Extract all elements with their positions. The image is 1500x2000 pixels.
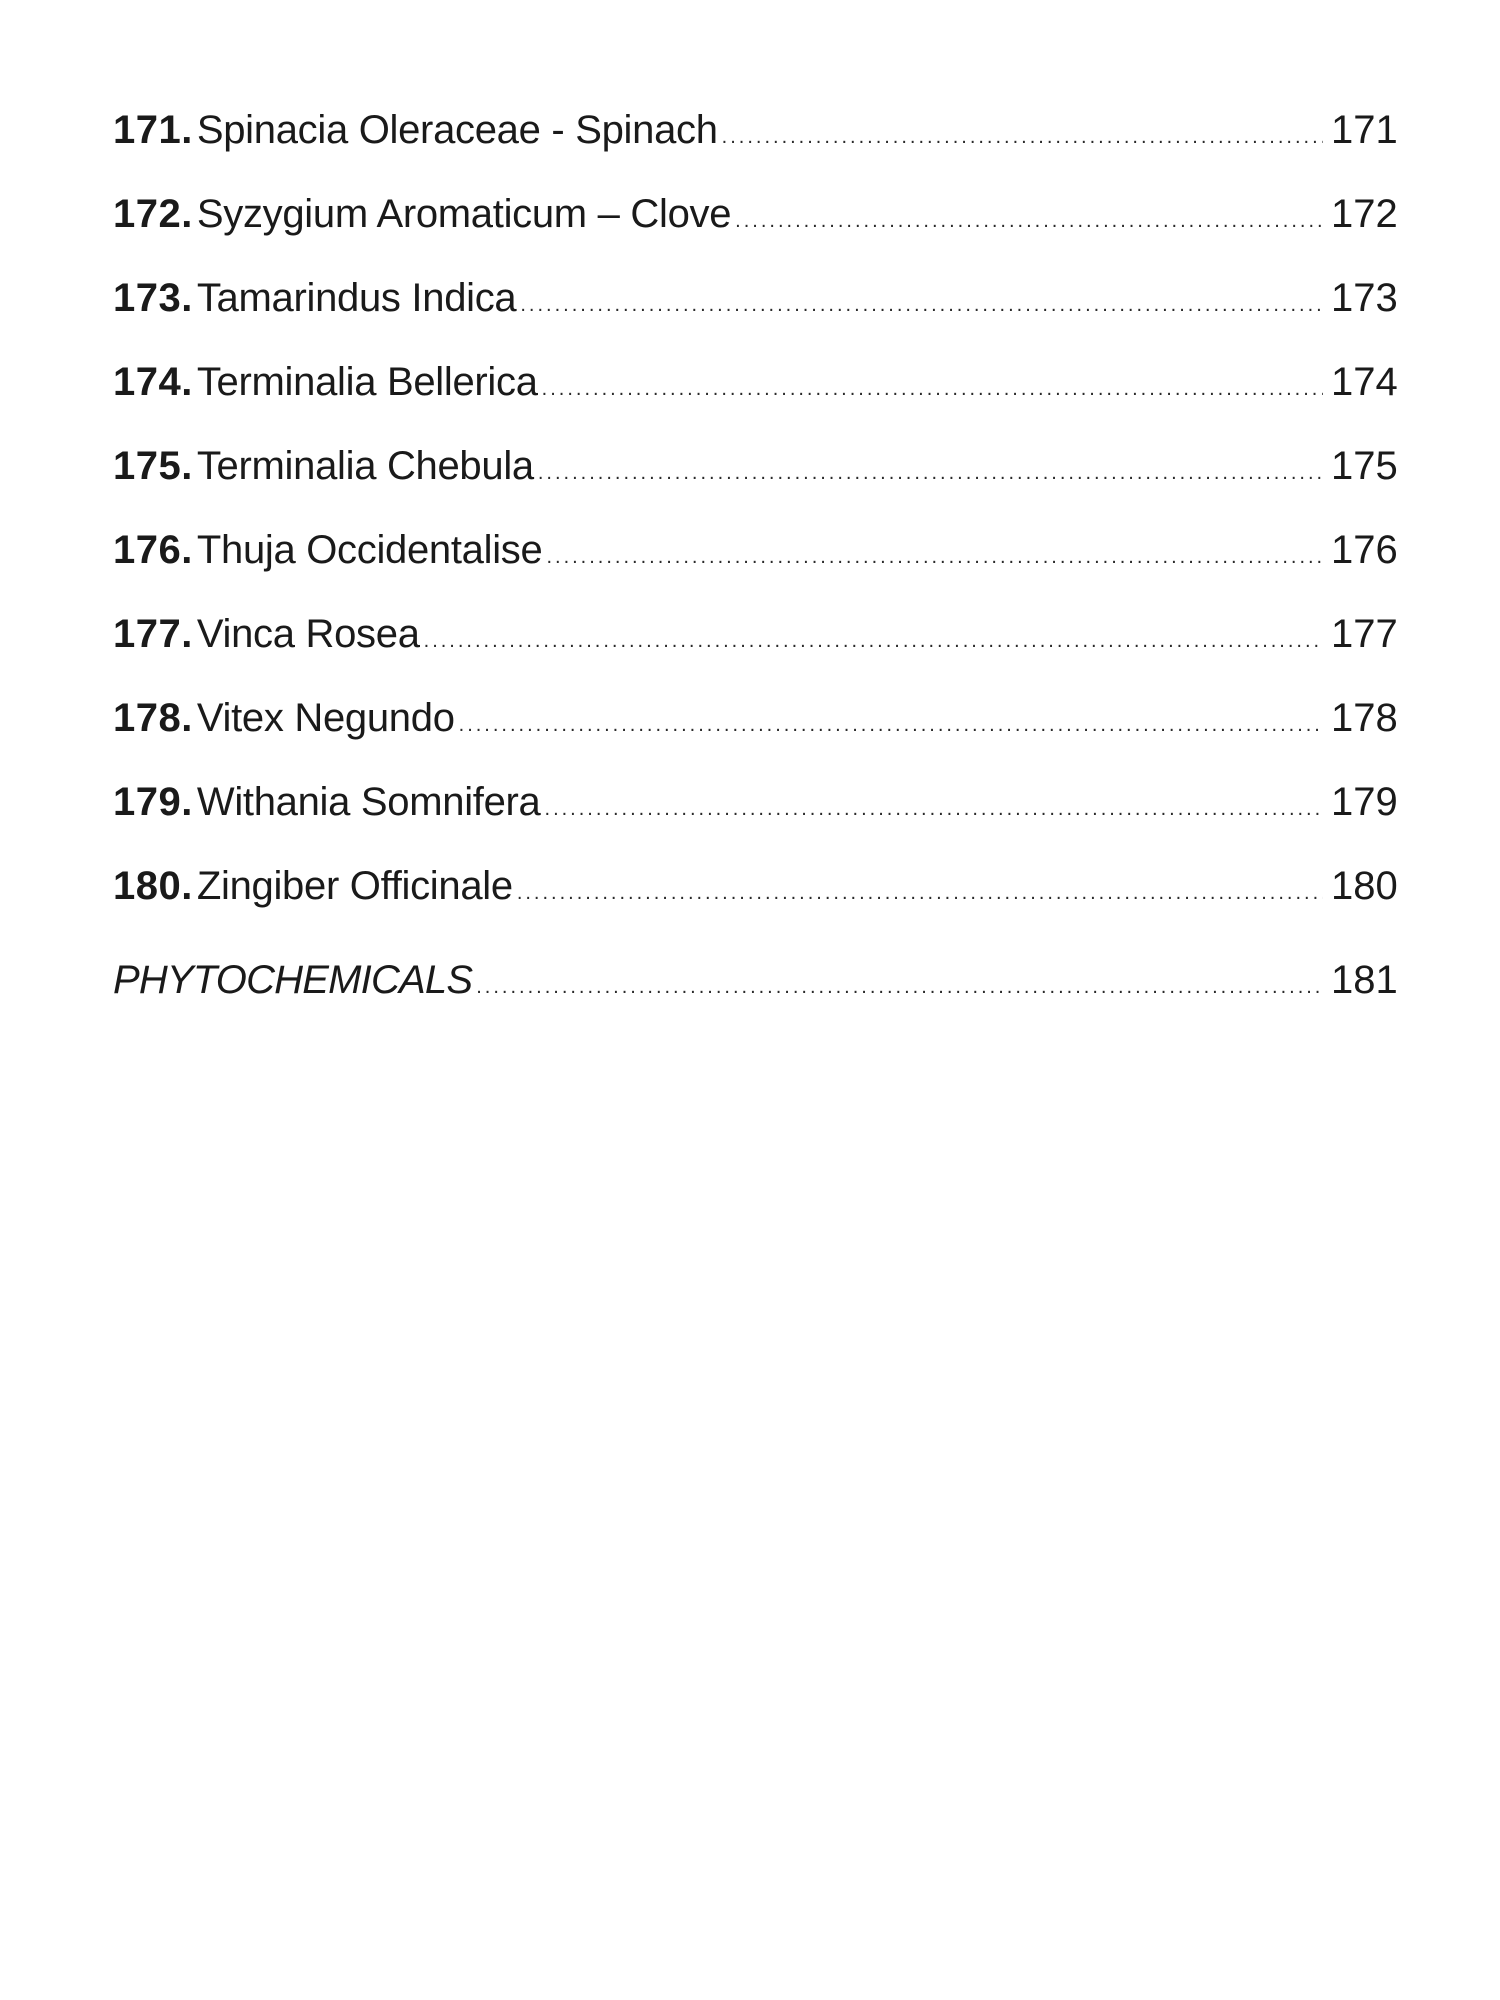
dot-leader	[538, 445, 1323, 501]
dot-leader	[542, 361, 1323, 417]
toc-entry	[113, 102, 1398, 186]
toc-entry	[113, 354, 1398, 438]
entry-page-number: 175	[1331, 444, 1398, 488]
entry-title: Tamarindus Indica	[196, 276, 517, 320]
entry-page-number: 171	[1331, 108, 1398, 152]
dot-leader	[459, 697, 1323, 753]
entry-page-number: 180	[1331, 864, 1398, 908]
dot-leader	[545, 781, 1323, 837]
entry-number: 176.	[113, 528, 193, 572]
entry-page-number: 177	[1331, 612, 1398, 656]
entry-number: 178.	[113, 696, 193, 740]
entry-number: 173.	[113, 276, 193, 320]
entry-title: Withania Somnifera	[196, 780, 541, 824]
dot-leader	[722, 109, 1323, 165]
entry-number: 171.	[113, 108, 193, 152]
toc-section-entry	[113, 952, 1398, 1036]
table-of-contents	[113, 102, 1398, 1036]
entry-number: 180.	[113, 864, 193, 908]
entry-page-number: 173	[1331, 276, 1398, 320]
toc-entry	[113, 858, 1398, 942]
section-title: PHYTOCHEMICALS	[113, 958, 473, 1002]
entry-page-number: 172	[1331, 192, 1398, 236]
dot-leader	[424, 613, 1323, 669]
entry-title: Thuja Occidentalise	[196, 528, 543, 572]
dot-leader	[476, 959, 1323, 1015]
entry-title: Syzygium Aromaticum – Clove	[196, 192, 732, 236]
toc-entry	[113, 186, 1398, 270]
entry-number: 175.	[113, 444, 193, 488]
toc-entry	[113, 522, 1398, 606]
entry-number: 179.	[113, 780, 193, 824]
dot-leader	[517, 865, 1323, 921]
entry-title: Spinacia Oleraceae - Spinach	[196, 108, 718, 152]
entry-page-number: 179	[1331, 780, 1398, 824]
entry-number: 174.	[113, 360, 193, 404]
dot-leader	[520, 277, 1323, 333]
entry-number: 177.	[113, 612, 193, 656]
entry-number: 172.	[113, 192, 193, 236]
toc-entry	[113, 690, 1398, 774]
entry-page-number: 176	[1331, 528, 1398, 572]
toc-entry	[113, 606, 1398, 690]
dot-leader	[546, 529, 1323, 585]
entry-title: Terminalia Bellerica	[196, 360, 538, 404]
dot-leader	[735, 193, 1323, 249]
section-page-number: 181	[1331, 958, 1398, 1002]
entry-title: Vinca Rosea	[196, 612, 420, 656]
toc-entry	[113, 270, 1398, 354]
toc-entry	[113, 774, 1398, 858]
toc-entry	[113, 438, 1398, 522]
entry-title: Vitex Negundo	[196, 696, 455, 740]
entry-title: Zingiber Officinale	[196, 864, 513, 908]
entry-page-number: 174	[1331, 360, 1398, 404]
entry-page-number: 178	[1331, 696, 1398, 740]
entry-title: Terminalia Chebula	[196, 444, 534, 488]
